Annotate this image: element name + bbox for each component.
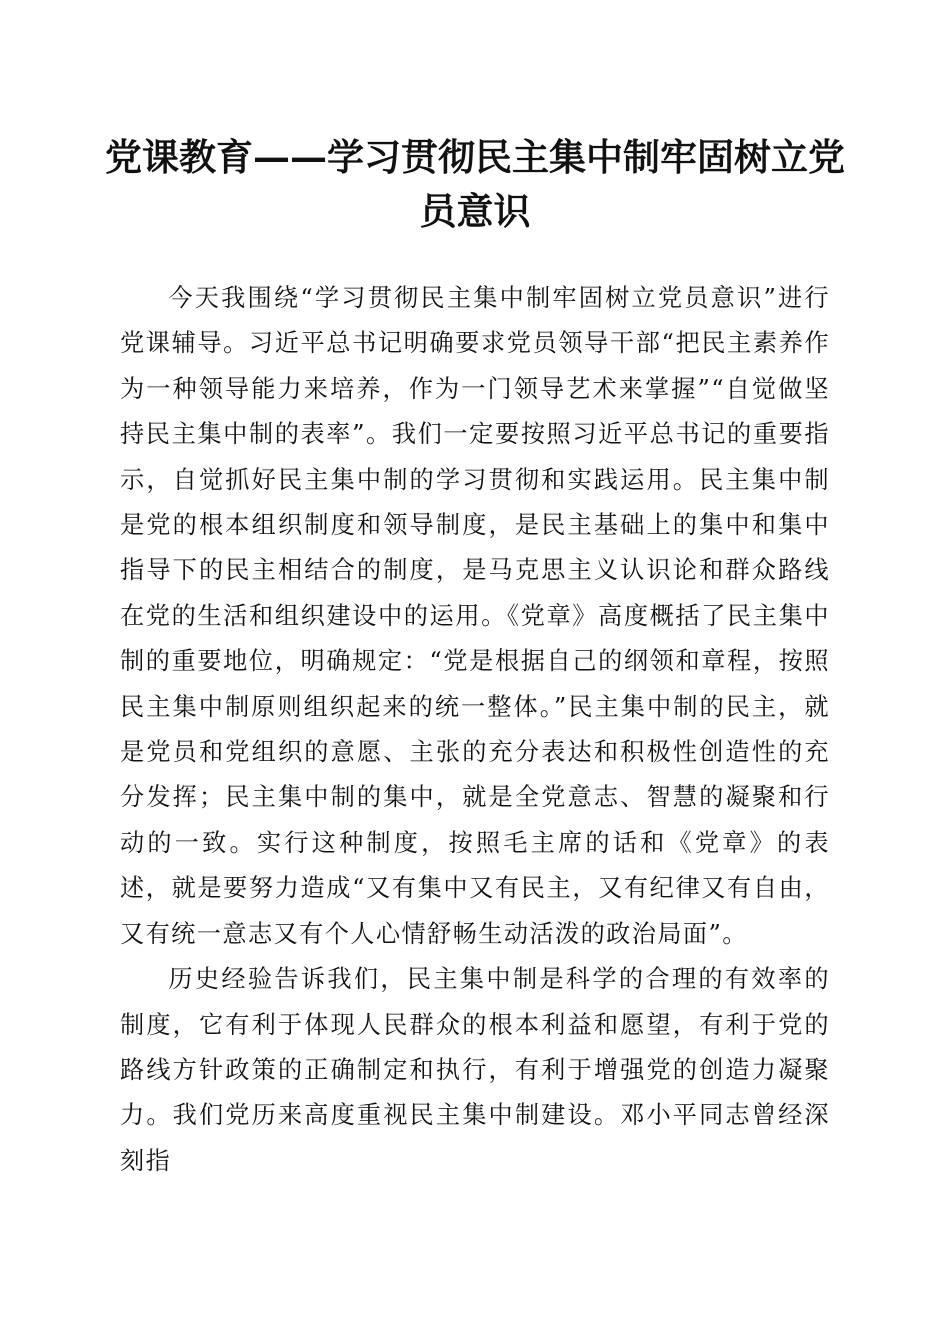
document-title: 党课教育——学习贯彻民主集中制牢固树立党员意识 xyxy=(105,135,845,233)
document-body xyxy=(120,276,830,1184)
paragraph-2: 历史经验告诉我们，民主集中制是科学的合理的有效率的制度，它有利于体现人民群众的根本利益和愿望，有利于党的路线方针政策的正确制定和执行，有利于增强党的创造力凝聚力。我们党历来高度重视民主集中制建设。邓小平同志曾经深刻指 xyxy=(120,965,830,1175)
paragraph-1: 今天我围绕“学习贯彻民主集中制牢固树立党员意识”进行党课辅导。习近平总书记明确要求党员领导干部“把民主素养作为一种领导能力来培养，作为一门领导艺术来掌握”“自觉做坚持民主集中制的表率”。我们一定要按照习近平总书记的重要指示，自觉抓好民主集中制的学习贯彻和实践运用。民主集中制是党的根本组织制度和领导制度，是民主基础上的集中和集中指导下的民主相结合的制度，是马克思主义认识论和群众路线在党的生活和组织建设中的运用。《党章》高度概括了民主集中制的重要地位，明确规定：“党是根据自己的纲领和章程，按照民主集中制原则组织起来的统一整体。”民主集中制的民主，就是党员和党组织的意愿、主张的充分表达和积极性创造性的充分发挥；民主集中制的集中，就是全党意志、智慧的凝聚和行动的一致。实行这种制度，按照毛主席的话和《党章》的表述，就是要努力造成“又有集中又有民主，又有纪律又有自由，又有统一意志又有个人心情舒畅生动活泼的政治局面”。 xyxy=(120,284,830,948)
